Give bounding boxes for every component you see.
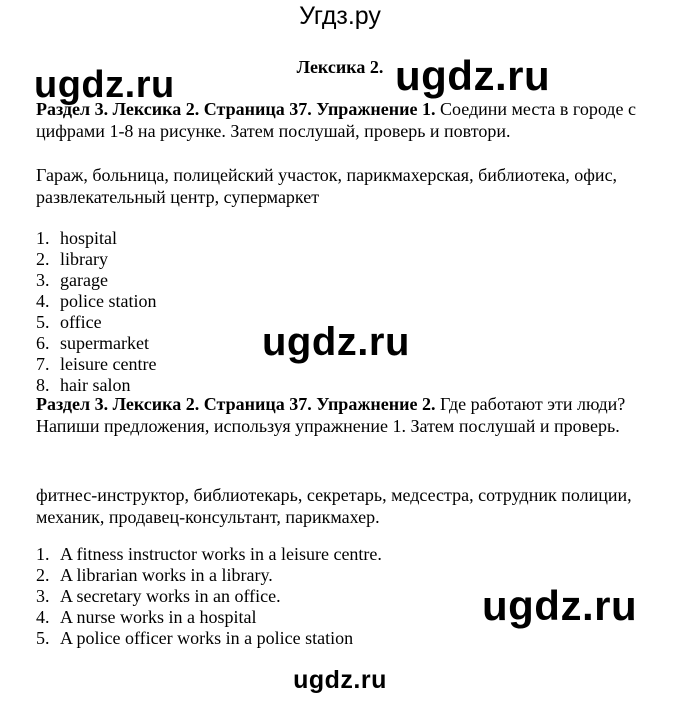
list-item <box>36 249 662 270</box>
watermark: ugdz.ru <box>262 320 410 364</box>
item-number: 4. <box>36 291 50 311</box>
item-number: 8. <box>36 375 50 395</box>
list-item <box>36 544 662 565</box>
list-item <box>36 565 662 586</box>
list-item <box>36 228 662 249</box>
watermark: ugdz.ru <box>293 666 387 694</box>
item-number: 3. <box>36 270 50 290</box>
exercise-2-word-bank: фитнес-инструктор, библиотекарь, секретарь, медсестра, сотрудник полиции, механик, продавец-консультант, парикмахер. <box>36 485 632 527</box>
list-item <box>36 291 662 312</box>
list-item <box>36 312 662 333</box>
item-number: 1. <box>36 228 50 248</box>
item-number: 2. <box>36 249 50 269</box>
watermark: ugdz.ru <box>34 64 175 106</box>
exercise-2-heading <box>36 393 662 437</box>
list-item <box>36 354 662 375</box>
site-header: Угдз.ру <box>299 2 381 30</box>
page-title: Лексика 2. <box>296 57 384 77</box>
exercise-1-heading-text: Соедини места в городе с цифрами 1-8 на рисунке. Затем послушай, проверь и повтори. <box>36 99 636 141</box>
list-item <box>36 607 662 628</box>
item-text: A librarian works in a library. <box>60 565 273 585</box>
exercise-1-answers <box>36 228 662 396</box>
item-text: A police officer works in a police station <box>60 628 354 648</box>
item-number: 6. <box>36 333 50 353</box>
exercise-1-heading-bold: Раздел 3. Лексика 2. Страница 37. Упражнение 1. <box>36 99 436 119</box>
item-number: 3. <box>36 586 50 606</box>
item-text: police station <box>60 291 157 311</box>
list-item <box>36 270 662 291</box>
item-text: office <box>60 312 102 332</box>
item-text: A fitness instructor works in a leisure centre. <box>60 544 382 564</box>
item-text: garage <box>60 270 108 290</box>
item-number: 1. <box>36 544 50 564</box>
exercise-2-heading-text: Где работают эти люди? Напиши предложения, используя упражнение 1. Затем послушай и проверь. <box>36 394 626 436</box>
list-item <box>36 628 662 649</box>
watermark: ugdz.ru <box>482 582 638 629</box>
exercise-2-answers <box>36 544 662 649</box>
list-item <box>36 586 662 607</box>
item-text: leisure centre <box>60 354 157 374</box>
item-text: A nurse works in a hospital <box>60 607 257 627</box>
item-text: A secretary works in an office. <box>60 586 281 606</box>
item-number: 5. <box>36 312 50 332</box>
item-text: library <box>60 249 108 269</box>
list-item <box>36 333 662 354</box>
exercise-1-heading <box>36 98 662 142</box>
item-text: hair salon <box>60 375 131 395</box>
item-text: supermarket <box>60 333 149 353</box>
watermark: ugdz.ru <box>395 52 551 99</box>
item-number: 4. <box>36 607 50 627</box>
exercise-1-word-bank: Гараж, больница, полицейский участок, парикмахерская, библиотека, офис, развлекательный центр, супермаркет <box>36 165 618 207</box>
item-text: hospital <box>60 228 117 248</box>
item-number: 5. <box>36 628 50 648</box>
item-number: 7. <box>36 354 50 374</box>
exercise-2-heading-bold: Раздел 3. Лексика 2. Страница 37. Упражнение 2. <box>36 394 436 414</box>
item-number: 2. <box>36 565 50 585</box>
